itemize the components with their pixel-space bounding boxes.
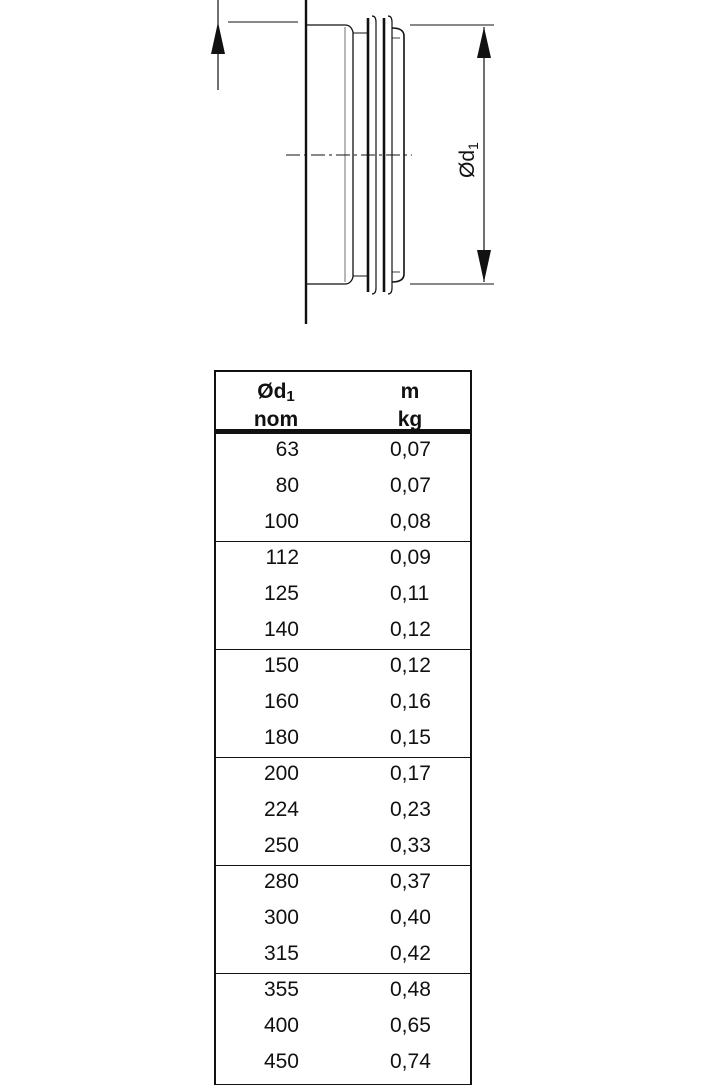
row-group (216, 650, 470, 758)
table-row (216, 830, 470, 866)
table-body (216, 434, 470, 1082)
mass-cell: 0,07 (390, 438, 431, 461)
header-mass: m kg (397, 380, 423, 431)
dimensions-weight-table (214, 370, 472, 1085)
technical-drawing (0, 0, 701, 340)
diameter-cell: 112 (265, 546, 299, 569)
diameter-cell: 125 (263, 582, 299, 605)
row-group (216, 974, 470, 1082)
header-diameter: $Ød_1$ nom (253, 380, 299, 431)
table-row (216, 722, 470, 758)
diameter-cell: 140 (263, 618, 299, 641)
table-row (216, 938, 470, 974)
diameter-label: Ød1 (456, 142, 481, 178)
diameter-cell: 224 (263, 798, 299, 821)
diameter-cell: 80 (275, 474, 299, 497)
diameter-cell: 100 (263, 510, 299, 533)
mass-cell: 0,12 (390, 654, 431, 677)
table-row (216, 614, 470, 650)
diameter-cell: 400 (263, 1014, 299, 1037)
row-group (216, 758, 470, 866)
diameter-cell: 280 (263, 870, 299, 893)
table-row (216, 686, 470, 722)
row-group (216, 434, 470, 542)
row-group (216, 542, 470, 650)
mass-cell: 0,37 (390, 870, 431, 893)
table-row (216, 434, 470, 470)
row-group (216, 866, 470, 974)
mass-cell: 0,42 (390, 942, 431, 965)
diameter-cell: 355 (263, 978, 299, 1001)
table-row (216, 758, 470, 794)
diameter-cell: 300 (263, 906, 299, 929)
table-row (216, 1046, 470, 1082)
mass-cell: 0,23 (390, 798, 431, 821)
table-row (216, 974, 470, 1010)
diameter-cell: 250 (263, 834, 299, 857)
left-arrowhead (211, 22, 225, 54)
table-row (216, 506, 470, 542)
diameter-cell: 150 (263, 654, 299, 677)
connector-profile-drawing (0, 0, 701, 340)
table-row (216, 650, 470, 686)
mass-cell: 0,48 (390, 978, 431, 1001)
diameter-cell: 160 (263, 690, 299, 713)
mass-cell: 0,40 (390, 906, 431, 929)
diameter-cell: 450 (263, 1050, 299, 1073)
mass-cell: 0,33 (390, 834, 431, 857)
diameter-cell: 315 (263, 942, 299, 965)
mass-cell: 0,65 (390, 1014, 431, 1037)
table-row (216, 578, 470, 614)
mass-cell: 0,15 (390, 726, 431, 749)
table-row (216, 1010, 470, 1046)
table-row (216, 470, 470, 506)
mass-cell: 0,74 (390, 1050, 431, 1073)
diameter-cell: 63 (275, 438, 299, 461)
diameter-arrow-bottom (477, 250, 491, 282)
mass-cell: 0,07 (390, 474, 431, 497)
table-row (216, 866, 470, 902)
mass-cell: 0,08 (390, 510, 431, 533)
table-row (216, 902, 470, 938)
mass-cell: 0,12 (390, 618, 431, 641)
diameter-cell: 180 (263, 726, 299, 749)
mass-cell: 0,11 (390, 582, 430, 605)
mass-cell: 0,09 (390, 546, 431, 569)
table-header (216, 372, 470, 434)
diameter-arrow-top (477, 27, 491, 58)
mass-cell: 0,17 (390, 762, 431, 785)
diameter-cell: 200 (263, 762, 299, 785)
mass-cell: 0,16 (390, 690, 431, 713)
table-row (216, 542, 470, 578)
table-row (216, 794, 470, 830)
